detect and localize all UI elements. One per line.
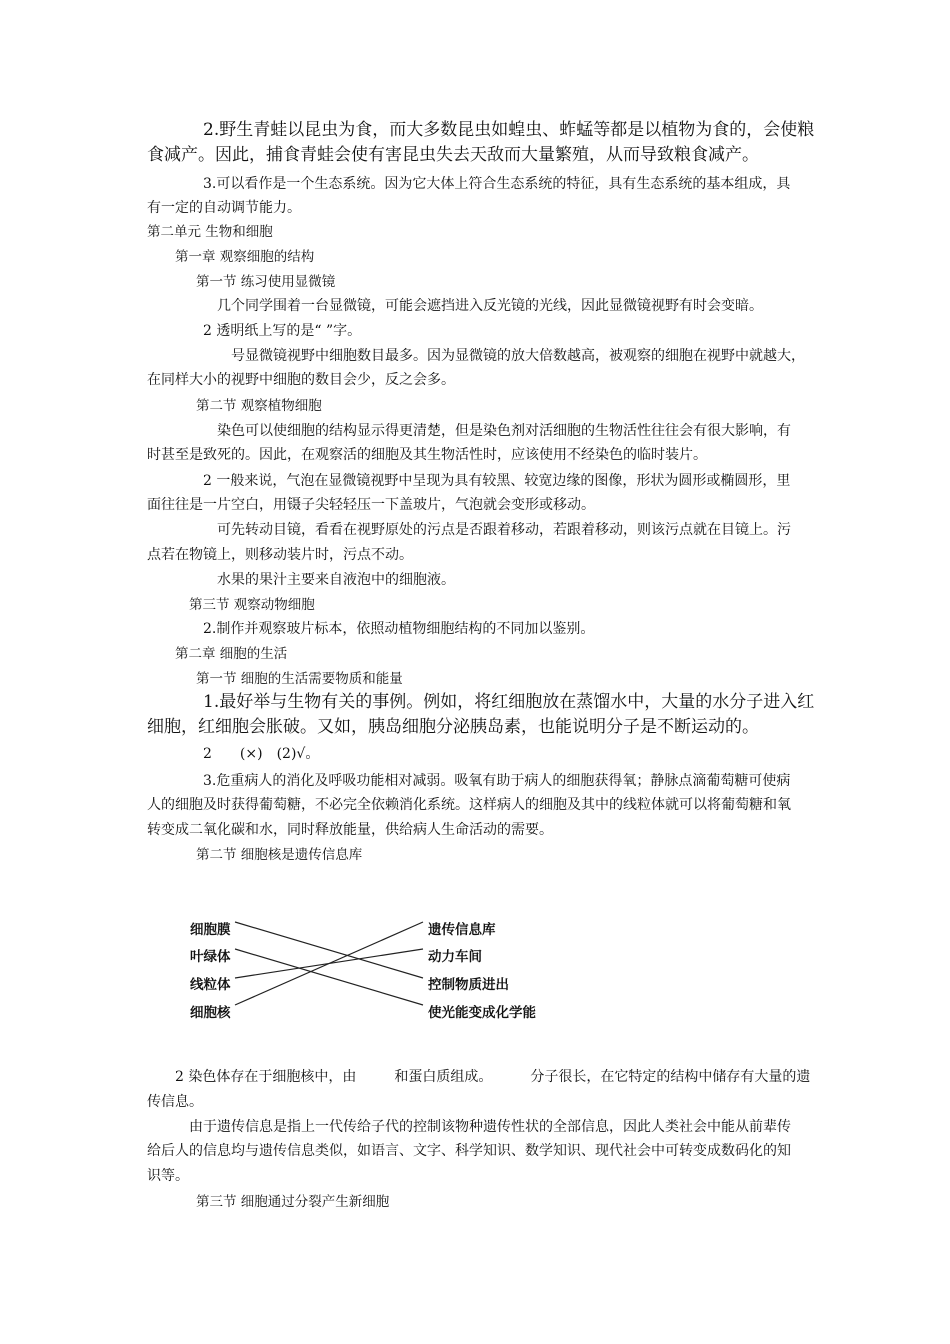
c2s1-answer-2-part-b: (2)√。 xyxy=(276,746,320,762)
c2s1-answer-3-line-1: 3.危重病人的消化及呼吸功能相对减弱。吸氧有助于病人的细胞获得氧；静脉点滴葡萄糖可使病 xyxy=(203,773,791,789)
c2s2-answer-3-line-2: 给后人的信息均与遗传信息类似，如语言、文字、科学知识、数学知识、现代社会中可转变成数码化的知 xyxy=(147,1143,791,1159)
s2-answer-1-line-2: 时甚至是致死的。因此，在观察活的细胞及其生物活性时，应该使用不经染色的临时装片。 xyxy=(147,447,707,463)
answer-2-line-2: 食减产。因此，捕食青蛙会使有害昆虫失去天敌而大量繁殖，从而导致粮食减产。 xyxy=(147,145,759,165)
match-right-1: 遗传信息库 xyxy=(428,922,496,938)
c2s2-answer-3-line-3: 识等。 xyxy=(147,1168,189,1184)
chapter-2-title: 第二章 细胞的生活 xyxy=(175,646,288,662)
match-left-2: 叶绿体 xyxy=(190,949,231,965)
s2-answer-4: 水果的果汁主要来自液泡中的细胞液。 xyxy=(217,572,455,588)
c2s1-answer-3-line-3: 转变成二氧化碳和水，同时释放能量，供给病人生命活动的需要。 xyxy=(147,822,553,838)
match-right-4: 使光能变成化学能 xyxy=(428,1005,536,1021)
section-2-3-title: 第三节 细胞通过分裂产生新细胞 xyxy=(196,1194,390,1210)
match-line-membrane xyxy=(235,922,423,978)
match-left-3: 线粒体 xyxy=(190,977,231,993)
s1-answer-2: 2 透明纸上写的是“ ”字。 xyxy=(203,323,362,339)
answer-3-line-1: 3.可以看作是一个生态系统。因为它大体上符合生态系统的特征，具有生态系统的基本组成，具 xyxy=(203,176,791,192)
s2-answer-2-line-1: 2 一般来说，气泡在显微镜视野中呈现为具有较黑、较宽边缘的图像，形状为圆形或椭圆形，里 xyxy=(203,473,791,489)
chapter-1-title: 第一章 观察细胞的结构 xyxy=(175,249,315,265)
s2-answer-2-line-2: 面往往是一片空白，用镊子尖轻轻压一下盖玻片，气泡就会变形或移动。 xyxy=(147,497,595,513)
match-line-nucleus xyxy=(235,922,423,1005)
c2s2-answer-2-part-3: 分子很长，在它特定的结构中储存有大量的遗 xyxy=(530,1069,811,1085)
c2s1-answer-2-number: 2 xyxy=(203,746,212,762)
c2s1-answer-3-line-2: 人的细胞及时获得葡萄糖，不必完全依赖消化系统。这样病人的细胞及其中的线粒体就可以将葡萄糖和氧 xyxy=(147,797,791,813)
s3-answer-2: 2.制作并观察玻片标本，依照动植物细胞结构的不同加以鉴别。 xyxy=(203,621,595,637)
match-line-chloroplast xyxy=(235,949,423,1005)
match-left-1: 细胞膜 xyxy=(190,922,231,938)
c2s1-answer-2 xyxy=(203,742,319,766)
s2-answer-3-line-1: 可先转动目镜，看看在视野原处的污点是否跟着移动，若跟着移动，则该污点就在目镜上。污 xyxy=(217,522,791,538)
match-right-2: 动力车间 xyxy=(428,949,482,965)
c2s2-answer-3-line-1: 由于遗传信息是指上一代传给子代的控制该物种遗传性状的全部信息，因此人类社会中能从前辈传 xyxy=(189,1119,791,1135)
answer-3-line-2: 有一定的自动调节能力。 xyxy=(147,200,301,216)
section-2-1-title: 第一节 细胞的生活需要物质和能量 xyxy=(196,671,403,687)
section-1-2-title: 第二节 观察植物细胞 xyxy=(196,398,322,414)
section-2-2-title: 第二节 细胞核是遗传信息库 xyxy=(196,847,363,863)
matching-diagram xyxy=(180,912,580,1032)
match-right-3: 控制物质进出 xyxy=(428,977,509,993)
match-left-4: 细胞核 xyxy=(190,1005,231,1021)
section-1-3-title: 第三节 观察动物细胞 xyxy=(189,597,315,613)
s2-answer-1-line-1: 染色可以使细胞的结构显示得更清楚，但是染色剂对活细胞的生物活性往往会有很大影响，有 xyxy=(217,423,791,439)
c2s1-answer-2-part-a: (×) xyxy=(239,746,263,762)
c2s2-answer-2-line-2: 传信息。 xyxy=(147,1094,203,1110)
c2s1-answer-1-line-1: 1.最好举与生物有关的事例。例如，将红细胞放在蒸馏水中，大量的水分子进入红 xyxy=(203,692,815,712)
answer-2-line-1: 2.野生青蛙以昆虫为食，而大多数昆虫如蝗虫、蚱蜢等都是以植物为食的，会使粮 xyxy=(203,120,815,140)
c2s2-answer-2-line-1 xyxy=(175,1065,810,1089)
s1-answer-3-line-1: 号显微镜视野中细胞数目最多。因为显微镜的放大倍数越高，被观察的细胞在视野中就越大， xyxy=(231,348,805,364)
c2s2-answer-2-part-1: 2 染色体存在于细胞核中，由 xyxy=(175,1069,357,1085)
c2s2-answer-2-part-2: 和蛋白质组成。 xyxy=(394,1069,493,1085)
s2-answer-3-line-2: 点若在物镜上，则移动装片时，污点不动。 xyxy=(147,547,413,563)
s1-answer-3-line-2: 在同样大小的视野中细胞的数目会少，反之会多。 xyxy=(147,372,455,388)
s1-answer-1: 几个同学围着一台显微镜，可能会遮挡进入反光镜的光线，因此显微镜视野有时会变暗。 xyxy=(217,298,763,314)
c2s1-answer-1-line-2: 细胞，红细胞会胀破。又如，胰岛细胞分泌胰岛素，也能说明分子是不断运动的。 xyxy=(147,717,759,737)
unit-title: 第二单元 生物和细胞 xyxy=(147,224,273,240)
section-1-1-title: 第一节 练习使用显微镜 xyxy=(196,274,336,290)
